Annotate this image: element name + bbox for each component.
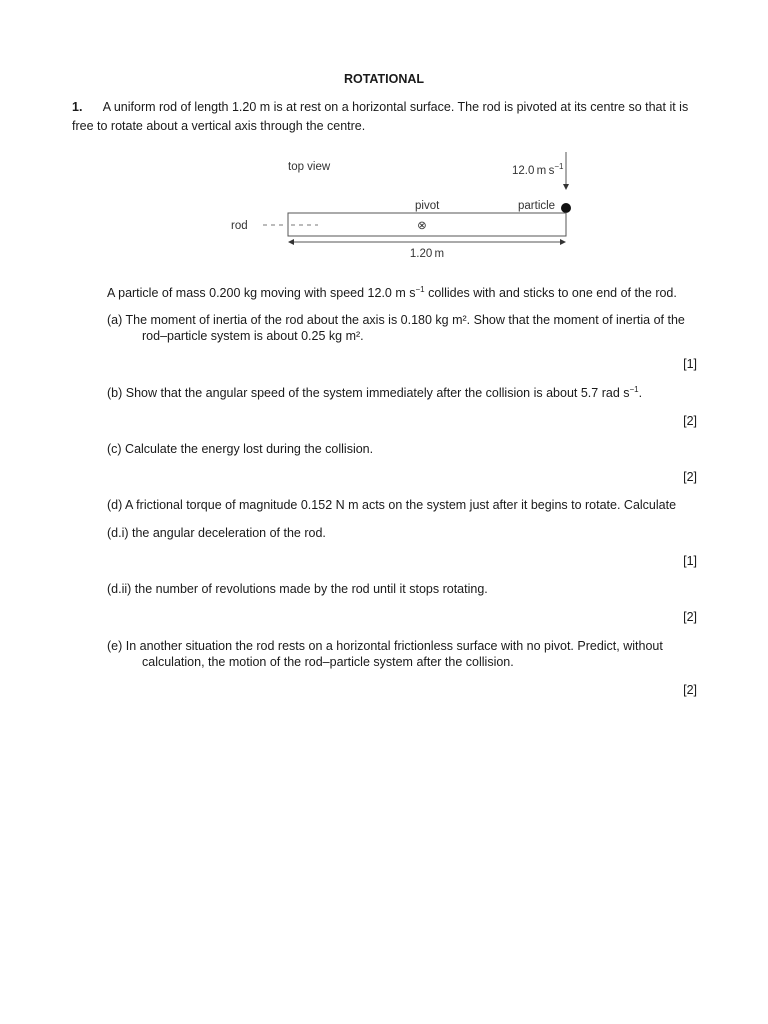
speed-exponent: −1 <box>554 162 564 171</box>
part-a-line-1: (a) The moment of inertia of the rod about the axis is 0.180 kg m². Show that the moment of inertia of the <box>107 313 685 327</box>
setup-post: collides with and sticks to one end of the rod. <box>424 286 677 301</box>
part-b-pre: (b) Show that the angular speed of the system immediately after the collision is about 5.7 rad s <box>107 386 630 401</box>
part-b-mark: [2] <box>683 414 697 428</box>
part-a-line-2: rod–particle system is about 0.25 kg m². <box>142 329 364 343</box>
top-view-label: top view <box>288 161 331 173</box>
part-d-text: (d) A frictional torque of magnitude 0.152 N m acts on the system just after it begins to rotate. Calculate <box>107 498 677 512</box>
length-arrow-right <box>560 239 566 245</box>
velocity-arrowhead <box>563 184 569 190</box>
part-dii-mark: [2] <box>683 610 697 624</box>
part-e-mark: [2] <box>683 683 697 697</box>
part-b-post: . <box>638 386 643 401</box>
setup-pre: A particle of mass 0.200 kg moving with speed 12.0 m s <box>107 286 416 301</box>
speed-label <box>512 162 564 177</box>
length-label: 1.20 m <box>409 248 445 260</box>
intro-line-2: free to rotate about a vertical axis through the centre. <box>72 119 366 133</box>
part-c-text: (c) Calculate the energy lost during the collision. <box>107 442 374 456</box>
part-dii-text: (d.ii) the number of revolutions made by the rod until it stops rotating. <box>107 582 488 596</box>
part-e-line-1: (e) In another situation the rod rests on a horizontal frictionless surface with no pivot. Predict, without <box>107 639 663 653</box>
speed-value: 12.0 m s <box>512 165 555 177</box>
question-number: 1. <box>72 100 83 114</box>
intro-line-1: A uniform rod of length 1.20 m is at rest on a horizontal surface. The rod is pivoted at its centre so that it is <box>102 100 689 114</box>
particle-label: particle <box>518 200 556 212</box>
page-title: ROTATIONAL <box>343 72 425 86</box>
rod-diagram <box>0 0 768 270</box>
length-arrow-left <box>288 239 294 245</box>
rod-label: rod <box>231 220 248 232</box>
part-a-mark: [1] <box>683 357 697 371</box>
rod-outline <box>288 213 566 236</box>
setup-text <box>107 285 677 300</box>
part-e-line-2: calculation, the motion of the rod–particle system after the collision. <box>142 655 514 669</box>
pivot-label: pivot <box>415 200 440 212</box>
part-di-text: (d.i) the angular deceleration of the rod. <box>107 526 326 540</box>
pivot-symbol: ⊗ <box>417 220 427 232</box>
particle-dot <box>561 203 571 213</box>
part-c-mark: [2] <box>683 470 697 484</box>
part-b-text <box>107 385 642 400</box>
part-di-mark: [1] <box>683 554 697 568</box>
part-b-exponent: −1 <box>629 385 639 394</box>
setup-exponent: −1 <box>415 285 425 294</box>
